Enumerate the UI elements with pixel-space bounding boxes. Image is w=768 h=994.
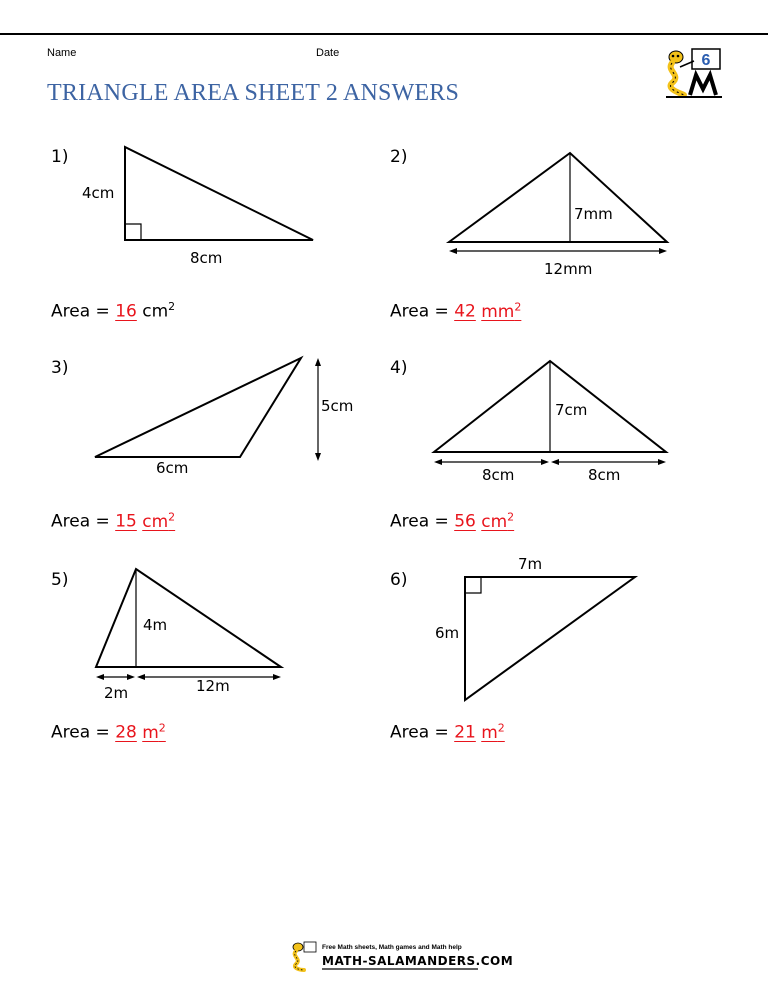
question-4-answer: 56 bbox=[454, 511, 476, 532]
question-5-answer: 28 bbox=[115, 722, 137, 743]
question-1-area: Area = 16 $cm^2$ bbox=[51, 300, 176, 322]
question-3-unit: cm bbox=[142, 511, 169, 532]
question-5-area: Area = 28 $m^2$ bbox=[51, 721, 166, 743]
triangle-2-base-label: 12mm bbox=[544, 260, 593, 278]
triangle-5-height-label: 4m bbox=[143, 616, 168, 634]
name-label: Name bbox=[47, 47, 77, 59]
triangle-3-height-label: 5cm bbox=[321, 397, 354, 415]
question-3-area: Area = 15 $cm^2$ bbox=[51, 510, 176, 532]
question-2-number: 2) bbox=[390, 147, 408, 167]
date-label: Date bbox=[316, 47, 340, 59]
question-1-power: 2 bbox=[168, 300, 176, 313]
question-6-unit: m bbox=[481, 722, 498, 743]
question-4-power: 2 bbox=[507, 510, 515, 523]
triangle-1-height-label: 4cm bbox=[82, 184, 115, 202]
triangle-6-base-label: 7m bbox=[518, 555, 543, 573]
question-5-power: 2 bbox=[158, 721, 166, 734]
question-3-answer: 15 bbox=[115, 511, 137, 532]
question-2-answer: 42 bbox=[454, 301, 476, 322]
footer-tagline: Free Math sheets, Math games and Math help bbox=[322, 944, 462, 951]
question-1-answer: 16 bbox=[115, 301, 137, 322]
question-6-answer: 21 bbox=[454, 722, 476, 743]
question-4-area: Area = 56 $cm^2$ bbox=[390, 510, 515, 532]
triangle-4-height-label: 7cm bbox=[555, 401, 588, 419]
question-6-number: 6) bbox=[390, 570, 408, 590]
question-1-unit: cm bbox=[142, 301, 169, 322]
question-5-unit: m bbox=[142, 722, 159, 743]
triangle-1-base-label: 8cm bbox=[190, 249, 223, 267]
question-4-number: 4) bbox=[390, 358, 408, 378]
triangle-2-height-label: 7mm bbox=[574, 205, 613, 223]
question-3-power: 2 bbox=[168, 510, 176, 523]
footer-logo bbox=[288, 940, 514, 972]
footer-site: MATH-SALAMANDERS.COM bbox=[322, 954, 514, 968]
question-5-number: 5) bbox=[51, 570, 69, 590]
logo-grade: 6 bbox=[701, 52, 711, 69]
triangle-4-base-right-label: 8cm bbox=[588, 466, 621, 484]
triangle-5-base-right-label: 12m bbox=[196, 677, 230, 695]
question-6-area: Area = 21 $m^2$ bbox=[390, 721, 505, 743]
question-3-number: 3) bbox=[51, 358, 69, 378]
triangle-6-height-label: 6m bbox=[435, 624, 460, 642]
triangle-5-base-left-label: 2m bbox=[104, 684, 129, 702]
question-6-power: 2 bbox=[497, 721, 505, 734]
question-2-area: Area = 42 $mm^2$ bbox=[390, 300, 522, 322]
salamander-footer-icon bbox=[293, 942, 316, 970]
page-title: TRIANGLE AREA SHEET 2 ANSWERS bbox=[47, 80, 460, 106]
question-2-unit: mm bbox=[481, 301, 515, 322]
triangle-4-base-left-label: 8cm bbox=[482, 466, 515, 484]
triangle-3-base-label: 6cm bbox=[156, 459, 189, 477]
question-2-power: 2 bbox=[514, 300, 522, 313]
question-1-number: 1) bbox=[51, 147, 69, 167]
question-4-unit: cm bbox=[481, 511, 508, 532]
